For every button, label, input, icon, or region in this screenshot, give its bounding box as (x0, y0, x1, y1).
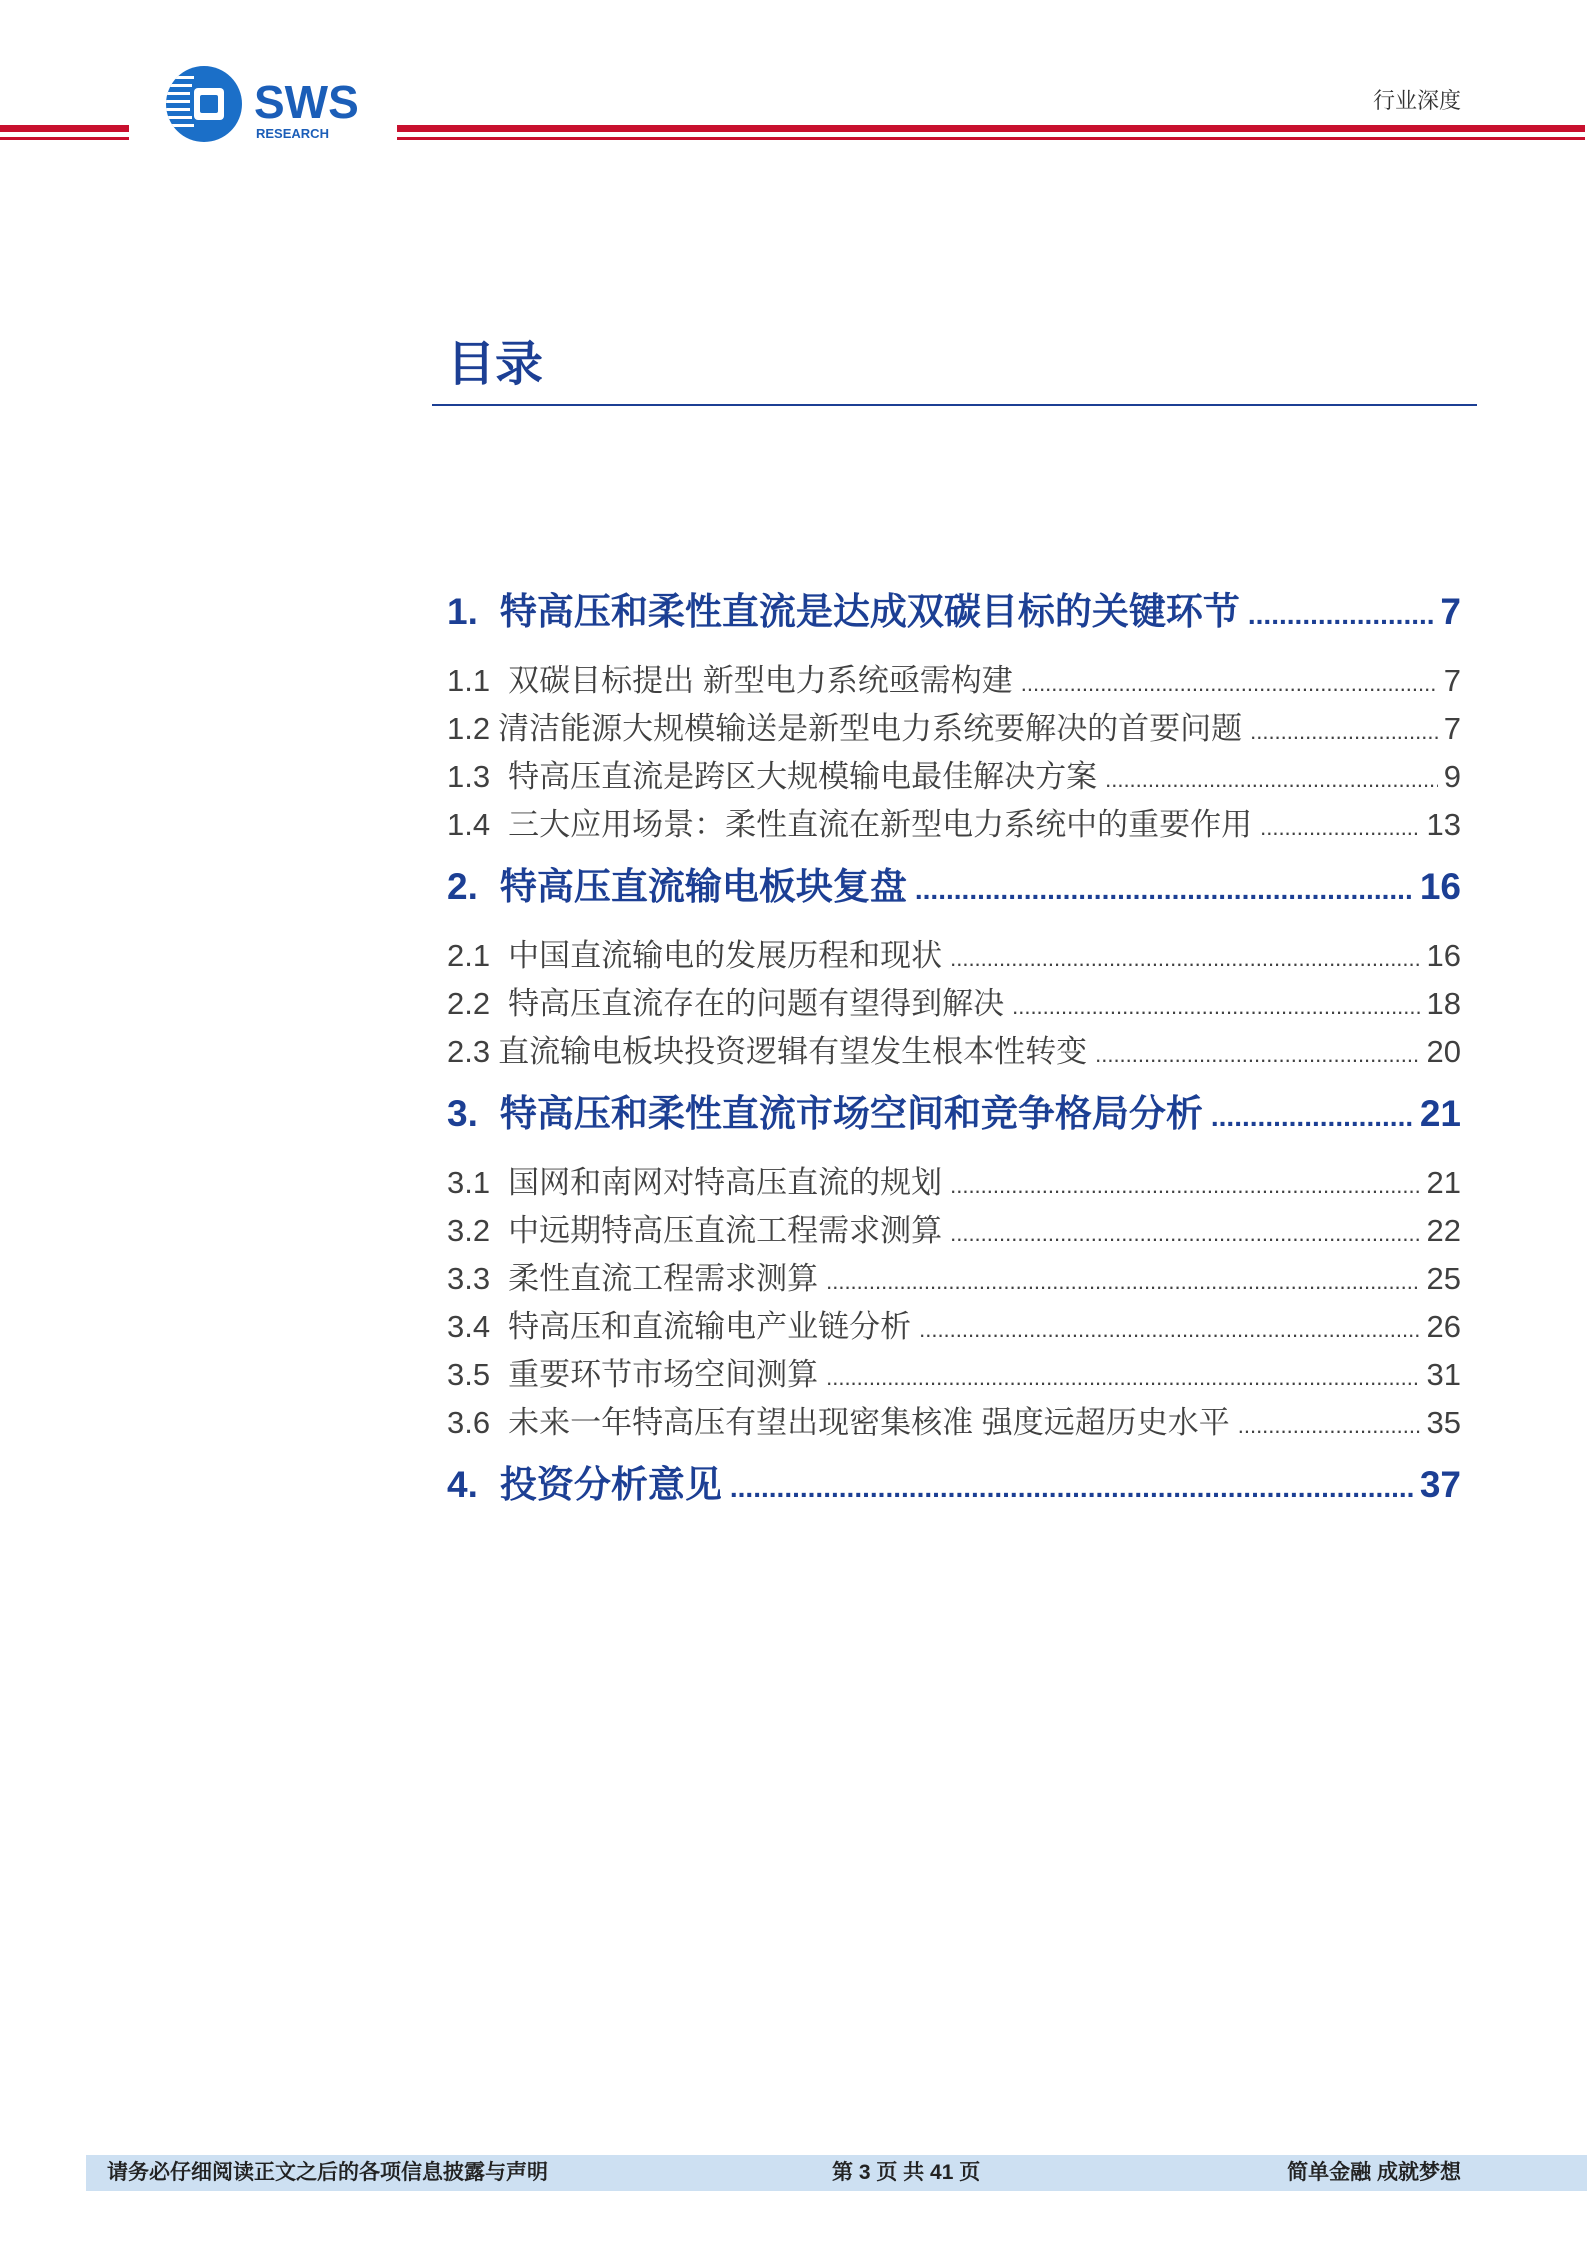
toc-entry-number: 1.3 (447, 759, 491, 794)
toc-entry-number: 3.2 (447, 1213, 491, 1248)
report-category: 行业深度 (1372, 88, 1461, 113)
toc-entry-title: 中国直流输电的发展历程和现状 (508, 938, 943, 973)
toc-entry-3[interactable] (447, 1076, 1461, 1159)
toc-entry-3-3[interactable] (447, 1255, 1461, 1303)
toc-entry-title: 投资分析意见 (499, 1464, 722, 1505)
header-red-rule-left (0, 125, 129, 132)
footer-page-info: 第 3 页 共 41 页 (832, 2161, 981, 2184)
toc-entry-number: 3.5 (447, 1357, 491, 1392)
header-red-rule-right-thin (397, 137, 1585, 140)
header-red-rule-right (397, 125, 1585, 132)
toc-leader-dots (1211, 1079, 1414, 1155)
toc-entry-page: 16 (1426, 938, 1461, 973)
toc-entry-2[interactable] (447, 849, 1461, 932)
toc-entry-title: 三大应用场景：柔性直流在新型电力系统中的重要作用 (508, 807, 1253, 842)
toc-entry-number: 2.2 (447, 986, 491, 1021)
toc-entry-page: 9 (1443, 759, 1461, 794)
toc-entry-number: 1. (447, 591, 478, 632)
toc-entry-title: 双碳目标提出 新型电力系统亟需构建 (508, 663, 1013, 698)
toc-entry-page: 22 (1426, 1213, 1461, 1248)
toc-entry-page: 35 (1426, 1405, 1461, 1440)
footer-slogan: 简单金融 成就梦想 (1287, 2161, 1461, 2184)
toc-entry-3-4[interactable] (447, 1303, 1461, 1351)
toc-entry-page: 7 (1443, 711, 1461, 746)
logo-subtitle: RESEARCH (256, 126, 329, 141)
toc-entry-number: 2.3 (447, 1034, 491, 1069)
toc-entry-page: 31 (1426, 1357, 1461, 1392)
toc-entry-title: 特高压直流输电板块复盘 (499, 866, 907, 907)
toc-leader-dots (1105, 756, 1438, 801)
toc-entry-number: 4. (447, 1464, 478, 1505)
toc-leader-dots (1238, 1402, 1421, 1447)
toc-entry-page: 16 (1419, 866, 1461, 907)
toc-entry-1-2[interactable] (447, 705, 1461, 753)
toc-entry-number: 2.1 (447, 938, 491, 973)
toc-entry-page: 21 (1419, 1093, 1461, 1134)
toc-heading-rule (432, 404, 1477, 406)
toc-leader-dots (1095, 1031, 1420, 1076)
toc-entry-title: 特高压和柔性直流是达成双碳目标的关键环节 (499, 591, 1240, 632)
toc-leader-dots (1012, 983, 1420, 1028)
footer-bar (86, 2155, 1587, 2191)
toc-entry-number: 3.3 (447, 1261, 491, 1296)
toc-leader-dots (826, 1354, 1420, 1399)
toc-leader-dots (1248, 577, 1435, 653)
toc-entry-number: 3. (447, 1093, 478, 1134)
toc-leader-dots (730, 1450, 1414, 1526)
toc-leader-dots (950, 935, 1420, 980)
footer-disclaimer: 请务必仔细阅读正文之后的各项信息披露与声明 (107, 2161, 548, 2184)
toc-entry-page: 26 (1426, 1309, 1461, 1344)
toc-leader-dots (950, 1162, 1420, 1207)
toc-entry-3-6[interactable] (447, 1399, 1461, 1447)
toc-entry-1-1[interactable] (447, 657, 1461, 705)
toc-entry-title: 柔性直流工程需求测算 (508, 1261, 819, 1296)
toc-entry-1[interactable] (447, 574, 1461, 657)
toc-entry-page: 37 (1419, 1464, 1461, 1505)
toc-entry-page: 20 (1426, 1034, 1461, 1069)
toc-leader-dots (826, 1258, 1420, 1303)
toc-leader-dots (1250, 708, 1438, 753)
toc-entry-number: 3.4 (447, 1309, 491, 1344)
toc-entry-page: 18 (1426, 986, 1461, 1021)
toc-leader-dots (1021, 660, 1438, 705)
header-red-rule-left-thin (0, 137, 129, 140)
toc-leader-dots (915, 852, 1414, 928)
toc-entry-3-2[interactable] (447, 1207, 1461, 1255)
toc-entry-title: 特高压直流是跨区大规模输电最佳解决方案 (508, 759, 1098, 794)
toc-entry-2-2[interactable] (447, 980, 1461, 1028)
toc-entry-4[interactable] (447, 1447, 1461, 1530)
toc-entry-1-3[interactable] (447, 753, 1461, 801)
toc-entry-3-5[interactable] (447, 1351, 1461, 1399)
toc-entry-title: 中远期特高压直流工程需求测算 (508, 1213, 943, 1248)
toc-entry-title: 特高压和直流输电产业链分析 (508, 1309, 912, 1344)
toc-entry-2-3[interactable] (447, 1028, 1461, 1076)
toc-entry-title: 清洁能源大规模输送是新型电力系统要解决的首要问题 (498, 711, 1243, 746)
toc-entry-number: 3.6 (447, 1405, 491, 1440)
toc-entry-title: 特高压和柔性直流市场空间和竞争格局分析 (499, 1093, 1203, 1134)
toc-entry-title: 重要环节市场空间测算 (508, 1357, 819, 1392)
toc-entry-number: 1.4 (447, 807, 491, 842)
toc-entry-title: 特高压直流存在的问题有望得到解决 (508, 986, 1005, 1021)
toc-entry-2-1[interactable] (447, 932, 1461, 980)
toc-leader-dots (950, 1210, 1420, 1255)
toc-entry-title: 国网和南网对特高压直流的规划 (508, 1165, 943, 1200)
toc-entry-number: 3.1 (447, 1165, 491, 1200)
toc-entry-page: 7 (1443, 663, 1461, 698)
toc-heading: 目录 (447, 338, 544, 391)
toc-entry-3-1[interactable] (447, 1159, 1461, 1207)
toc-leader-dots (1260, 804, 1420, 849)
toc-entry-number: 2. (447, 866, 478, 907)
logo-wordmark: SWS (254, 76, 359, 128)
toc-entry-1-4[interactable] (447, 801, 1461, 849)
toc-leader-dots (919, 1306, 1420, 1351)
toc-entry-page: 7 (1440, 591, 1461, 632)
sws-circle-logo-icon (164, 66, 242, 142)
toc-entry-number: 1.1 (447, 663, 491, 698)
toc-entry-page: 25 (1426, 1261, 1461, 1296)
toc-entry-number: 1.2 (447, 711, 491, 746)
toc-entry-page: 13 (1426, 807, 1461, 842)
sws-logo (164, 64, 369, 144)
table-of-contents (447, 574, 1461, 1530)
toc-entry-page: 21 (1426, 1165, 1461, 1200)
toc-entry-title: 未来一年特高压有望出现密集核准 强度远超历史水平 (508, 1405, 1230, 1440)
toc-entry-title: 直流输电板块投资逻辑有望发生根本性转变 (498, 1034, 1088, 1069)
